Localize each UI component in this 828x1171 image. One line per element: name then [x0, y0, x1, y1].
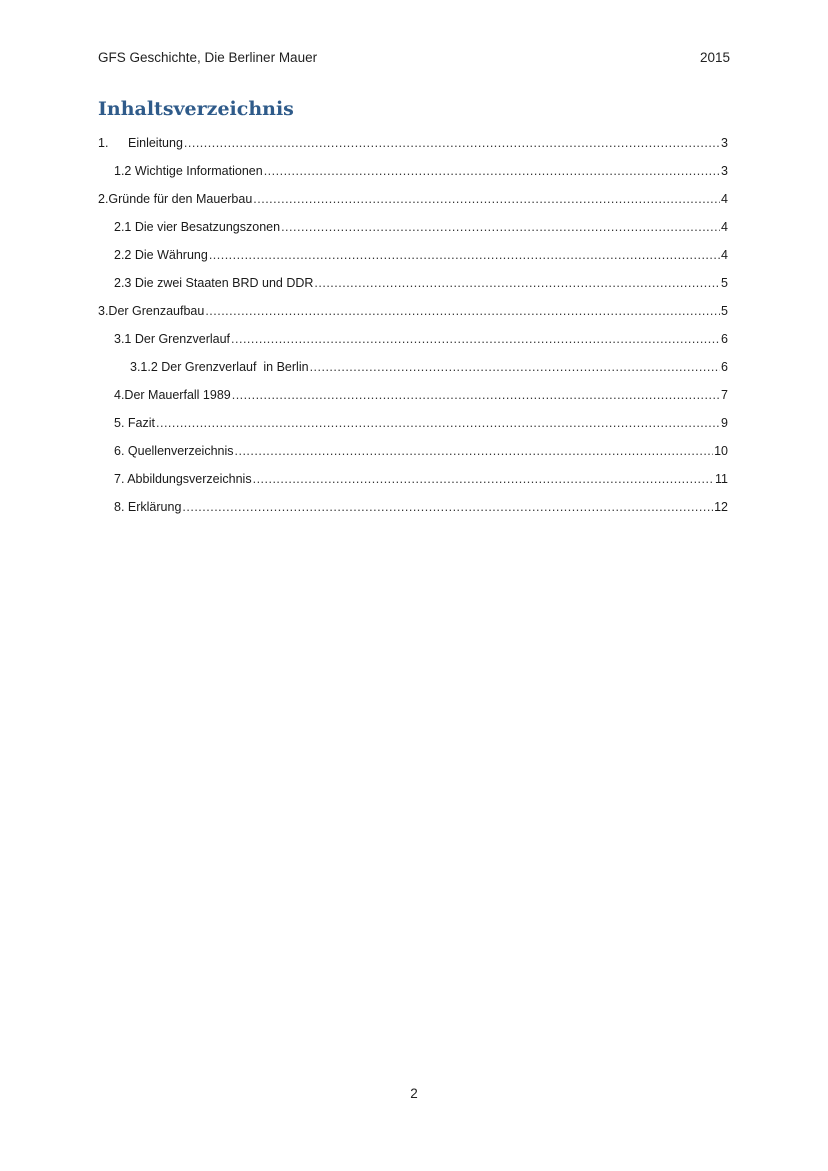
toc-entry-label: 7. Abbildungsverzeichnis — [114, 472, 252, 486]
toc-entry-label: 2.2 Die Währung — [114, 248, 208, 262]
toc-entry-page: 12 — [714, 500, 728, 514]
toc-entry-label: 2.1 Die vier Besatzungszonen — [114, 220, 281, 234]
toc-entry-wichtige-informationen[interactable] — [114, 164, 728, 184]
toc-dot-leader — [253, 192, 720, 206]
toc-entry-page: 6 — [721, 360, 728, 374]
toc-entry-zwei-staaten[interactable] — [114, 276, 728, 296]
toc-entry-page: 5 — [721, 276, 728, 290]
toc-dot-leader — [310, 360, 720, 374]
toc-entry-label: 1.2 Wichtige Informationen — [114, 164, 263, 178]
toc-entry-waehrung[interactable] — [114, 248, 728, 268]
toc-entry-page: 6 — [721, 332, 728, 346]
toc-entry-label: 2.3 Die zwei Staaten BRD und DDR — [114, 276, 314, 290]
toc-entry-page: 10 — [714, 444, 728, 458]
toc-entry-quellenverzeichnis[interactable] — [114, 444, 728, 464]
toc-dot-leader — [232, 388, 720, 402]
toc-entry-abbildungsverzeichnis[interactable] — [114, 472, 728, 492]
toc-dot-leader — [182, 500, 713, 514]
toc-entry-erklaerung[interactable] — [114, 500, 728, 520]
toc-entry-page: 4 — [721, 220, 728, 234]
toc-entry-number: 1. — [98, 136, 109, 150]
toc-dot-leader — [209, 248, 720, 262]
toc-heading: Inhaltsverzeichnis — [98, 98, 294, 120]
toc-entry-label: 3.1.2 Der Grenzverlauf in Berlin — [130, 360, 309, 374]
toc-dot-leader — [156, 416, 720, 430]
toc-entry-page: 4 — [721, 192, 728, 206]
toc-dot-leader — [235, 444, 714, 458]
header-year: 2015 — [699, 50, 730, 65]
toc-entry-einleitung[interactable] — [98, 136, 728, 156]
toc-dot-leader — [281, 220, 720, 234]
toc-entry-mauerfall[interactable] — [114, 388, 728, 408]
page-header — [98, 50, 730, 65]
toc-dot-leader — [264, 164, 720, 178]
toc-entry-label: 3.Der Grenzaufbau — [98, 304, 205, 318]
toc-entry-grenzverlauf[interactable] — [114, 332, 728, 352]
toc-entry-label: 6. Quellenverzeichnis — [114, 444, 234, 458]
toc-entry-page: 4 — [721, 248, 728, 262]
toc-dot-leader — [231, 332, 720, 346]
toc-entry-label: 2.Gründe für den Mauerbau — [98, 192, 253, 206]
toc-entry-page: 11 — [715, 472, 728, 486]
footer-page-number: 2 — [410, 1086, 418, 1101]
toc-entry-page: 5 — [721, 304, 728, 318]
toc-entry-page: 7 — [721, 388, 728, 402]
toc-entry-label: Einleitung — [128, 136, 183, 150]
toc-entry-grenzaufbau[interactable] — [98, 304, 728, 324]
toc-entry-page: 9 — [721, 416, 728, 430]
header-title: GFS Geschichte, Die Berliner Mauer — [98, 50, 318, 65]
toc-entry-label: 8. Erklärung — [114, 500, 182, 514]
toc-entry-besatzungszonen[interactable] — [114, 220, 728, 240]
toc-dot-leader — [184, 136, 720, 150]
toc-entry-gruende-mauerbau[interactable] — [98, 192, 728, 212]
toc-entry-label: 3.1 Der Grenzverlauf — [114, 332, 231, 346]
toc-entry-page: 3 — [721, 164, 728, 178]
toc-dot-leader — [253, 472, 714, 486]
toc-entry-label: 5. Fazit — [114, 416, 155, 430]
toc-entry-fazit[interactable] — [114, 416, 728, 436]
toc-entry-grenzverlauf-berlin[interactable] — [130, 360, 728, 380]
toc-entry-label: 4.Der Mauerfall 1989 — [114, 388, 231, 402]
toc-dot-leader — [314, 276, 720, 290]
toc-entry-page: 3 — [721, 136, 728, 150]
toc-dot-leader — [205, 304, 720, 318]
